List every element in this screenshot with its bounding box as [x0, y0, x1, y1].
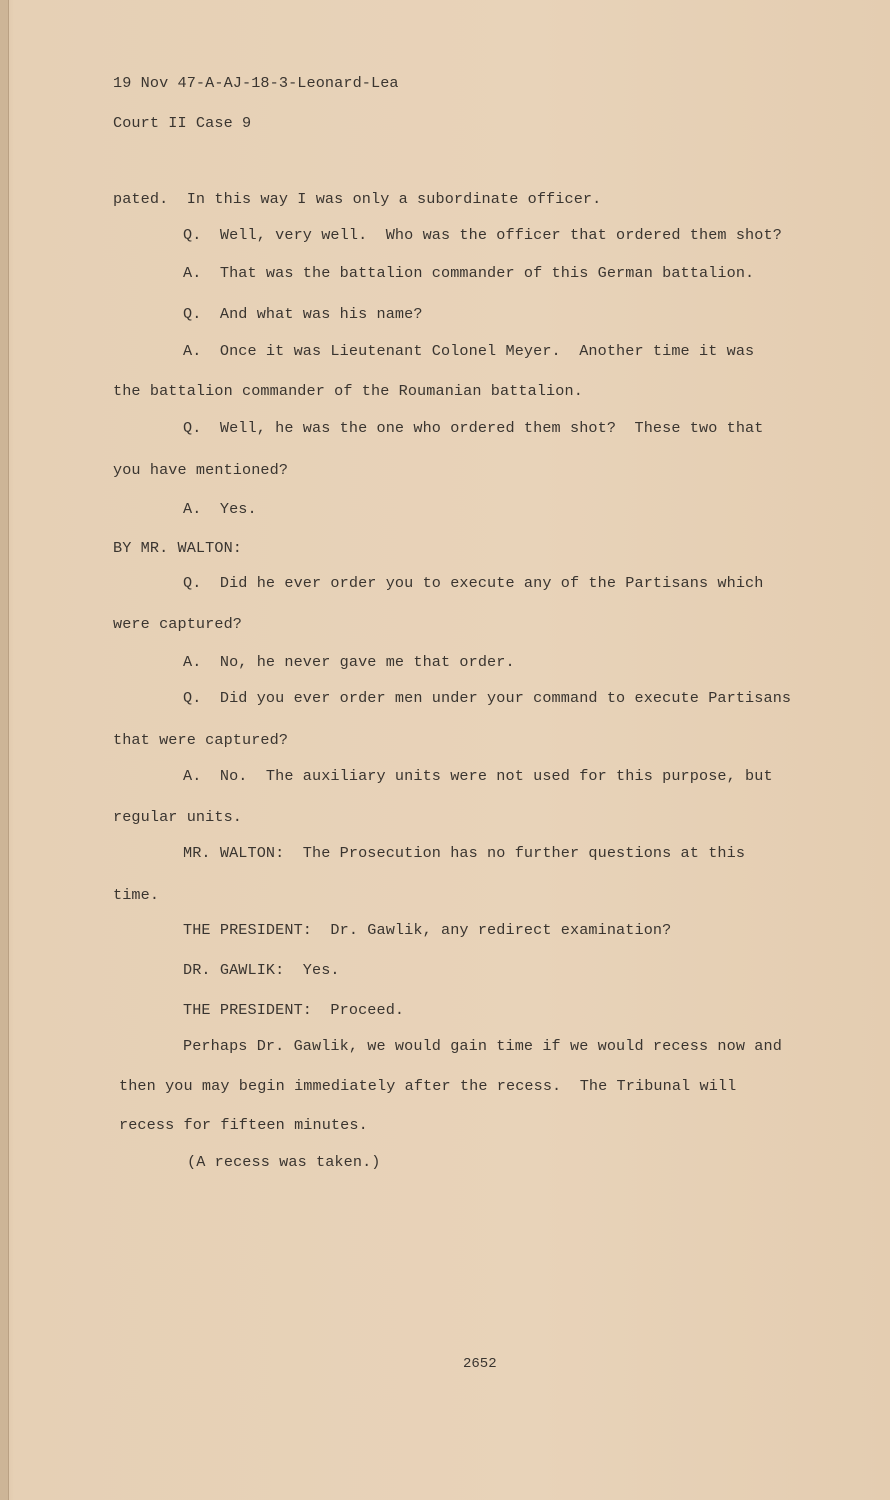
answer-line: A. No. The auxiliary units were not used for this purpose, but [183, 767, 773, 785]
text-line: were captured? [113, 615, 242, 633]
page-edge [0, 0, 9, 1500]
text-line: that were captured? [113, 731, 289, 749]
text-line: recess for fifteen minutes. [119, 1116, 368, 1134]
text-line: regular units. [113, 808, 242, 826]
question-line: Q. Well, he was the one who ordered them shot? These two that [183, 419, 764, 437]
answer-line: A. Yes. [183, 500, 257, 518]
text-line: pated. In this way I was only a subordinate officer. [113, 190, 602, 208]
question-line: Q. And what was his name? [183, 305, 423, 323]
speaker-line: THE PRESIDENT: Proceed. [183, 1001, 405, 1019]
text-line: then you may begin immediately after the recess. The Tribunal will [119, 1077, 737, 1095]
answer-line: A. Once it was Lieutenant Colonel Meyer. Another time it was [183, 342, 755, 360]
stage-note: (A recess was taken.) [187, 1153, 381, 1171]
speaker-heading: BY MR. WALTON: [113, 539, 242, 557]
page-number: 2652 [463, 1356, 497, 1372]
answer-line: A. That was the battalion commander of this German battalion. [183, 264, 755, 282]
text-line: Perhaps Dr. Gawlik, we would gain time if we would recess now and [183, 1037, 782, 1055]
text-line: you have mentioned? [113, 461, 289, 479]
text-line: time. [113, 886, 160, 904]
question-line: Q. Well, very well. Who was the officer that ordered them shot? [183, 226, 782, 244]
header-court: Court II Case 9 [113, 114, 252, 132]
speaker-line: MR. WALTON: The Prosecution has no further questions at this [183, 844, 746, 862]
question-line: Q. Did you ever order men under your command to execute Partisans [183, 689, 792, 707]
answer-line: A. No, he never gave me that order. [183, 653, 515, 671]
header-reference: 19 Nov 47-A-AJ-18-3-Leonard-Lea [113, 74, 399, 92]
speaker-line: DR. GAWLIK: Yes. [183, 961, 340, 979]
text-line: the battalion commander of the Roumanian battalion. [113, 382, 583, 400]
question-line: Q. Did he ever order you to execute any of the Partisans which [183, 574, 764, 592]
speaker-line: THE PRESIDENT: Dr. Gawlik, any redirect examination? [183, 921, 672, 939]
